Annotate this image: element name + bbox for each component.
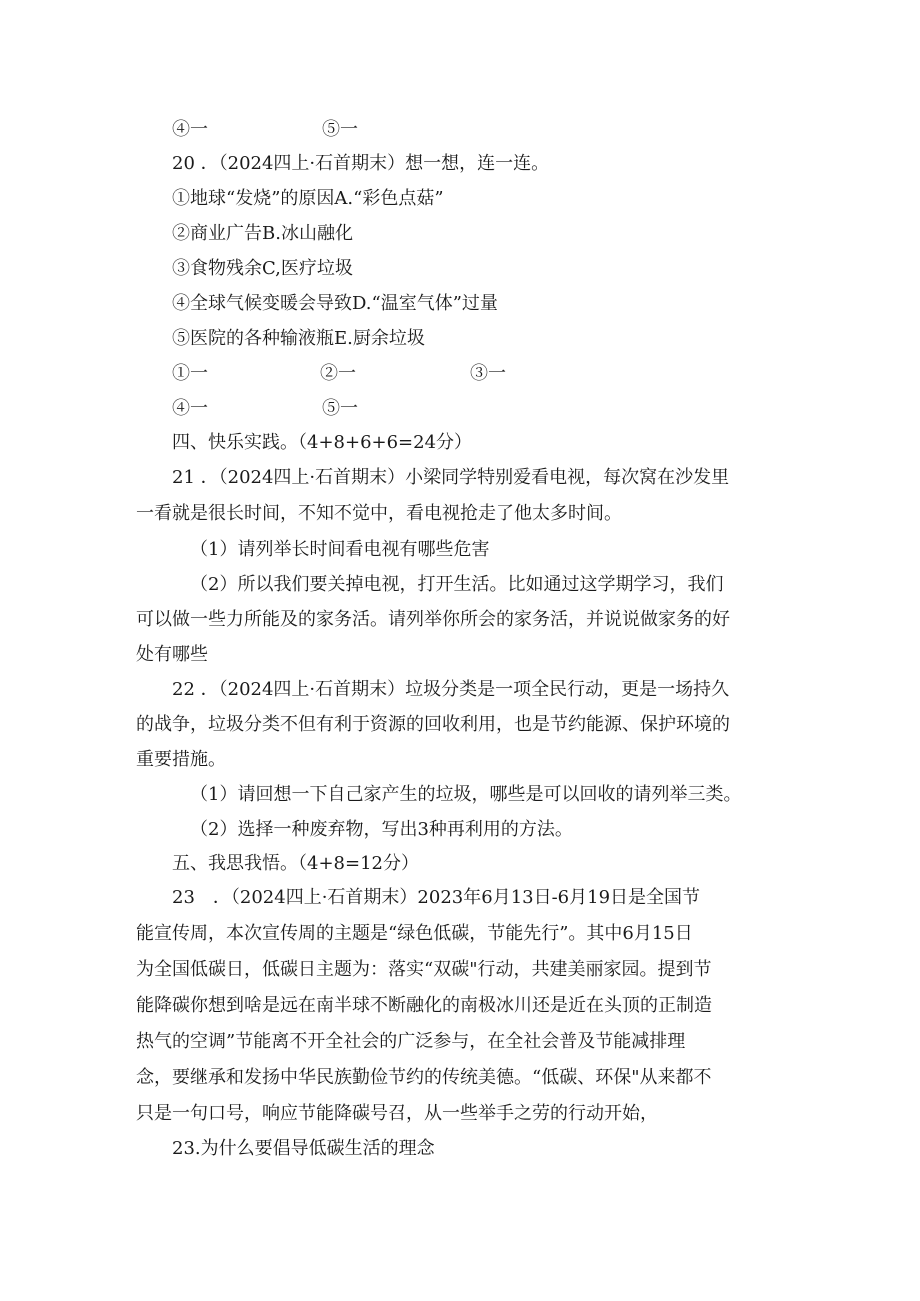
answer-blank-5: ⑤一	[322, 119, 358, 140]
q20-title: 20 ．（2024四上·石首期末）想一想，连一连。	[172, 153, 550, 174]
q20-item-1: ①地球“发烧”的原因A.“彩色点菇”	[172, 188, 444, 209]
q21-sub-1: （1）请列举长时间看电视有哪些危害	[190, 539, 490, 560]
q21-sub-2-line-3: 处有哪些	[136, 644, 208, 665]
q23-line-5: 热气的空调”节能离不开全社会的广泛参与，在全社会普及节能减排理	[136, 1031, 686, 1052]
q20-item-4: ④全球气候变暖会导致D.“温室气体”过量	[172, 293, 498, 314]
answer-blank-1: ①一	[172, 363, 208, 384]
q22-line-2: 的战争，垃圾分类不但有利于资源的回收利用，也是节约能源、保护环境的	[136, 714, 730, 735]
q23-line-2: 能宣传周，本次宣传周的主题是“绿色低碳，节能先行”。其中6月15日	[136, 923, 693, 944]
q20-item-2: ②商业广告B.冰山融化	[172, 223, 353, 244]
q20-item-5: ⑤医院的各种输液瓶E.厨余垃圾	[172, 328, 425, 349]
q21-line-1: 21 ．（2024四上·石首期末）小梁同学特别爱看电视，每次窝在沙发里	[172, 467, 730, 488]
q23-line-6: 念，要继承和发扬中华民族勤俭节约的传统美德。“低碳、环保"从来都不	[136, 1067, 712, 1088]
answer-blank-3: ③一	[470, 363, 506, 384]
answer-blank-4: ④一	[172, 119, 208, 140]
section-5-heading: 五、我思我悟。（4+8=12分）	[172, 853, 419, 874]
q21-sub-2-line-1: （2）所以我们要关掉电视，打开生活。比如通过这学期学习，我们	[190, 574, 724, 595]
q23-sub-1: 23.为什么要倡导低碳生活的理念	[172, 1138, 435, 1159]
q21-sub-2-line-2: 可以做一些力所能及的家务活。请列举你所会的家务活，并说说做家务的好	[136, 609, 730, 630]
q22-line-1: 22 ．（2024四上·石首期末）垃圾分类是一项全民行动，更是一场持久	[172, 679, 730, 700]
q23-line-7: 只是一句口号，响应节能降碳号召，从一些举手之劳的行动开始，	[136, 1103, 658, 1124]
answer-blank-4: ④一	[172, 398, 208, 419]
q23-line-3: 为全国低碳日，低碳日主题为：落实“双碳"行动，共建美丽家园。提到节	[136, 959, 712, 980]
section-4-heading: 四、快乐实践。（4+8+6+6=24分）	[172, 432, 473, 453]
answer-blank-5: ⑤一	[322, 398, 358, 419]
q22-sub-1: （1）请回想一下自己家产生的垃圾，哪些是可以回收的请列举三类。	[190, 784, 742, 805]
q23-line-4: 能降碳你想到啥是远在南半球不断融化的南极冰川还是近在头顶的正制造	[136, 995, 712, 1016]
q22-sub-2: （2）选择一种废弃物，写出3种再利用的方法。	[190, 819, 573, 840]
q23-line-1: 23 ．（2024四上·石首期末）2023年6月13日-6月19日是全国节	[172, 887, 701, 908]
q22-line-3: 重要措施。	[136, 749, 226, 770]
q21-line-2: 一看就是很长时间，不知不觉中，看电视抢走了他太多时间。	[136, 503, 622, 524]
answer-blank-2: ②一	[320, 363, 356, 384]
q20-item-3: ③食物残余C,医疗垃圾	[172, 258, 353, 279]
